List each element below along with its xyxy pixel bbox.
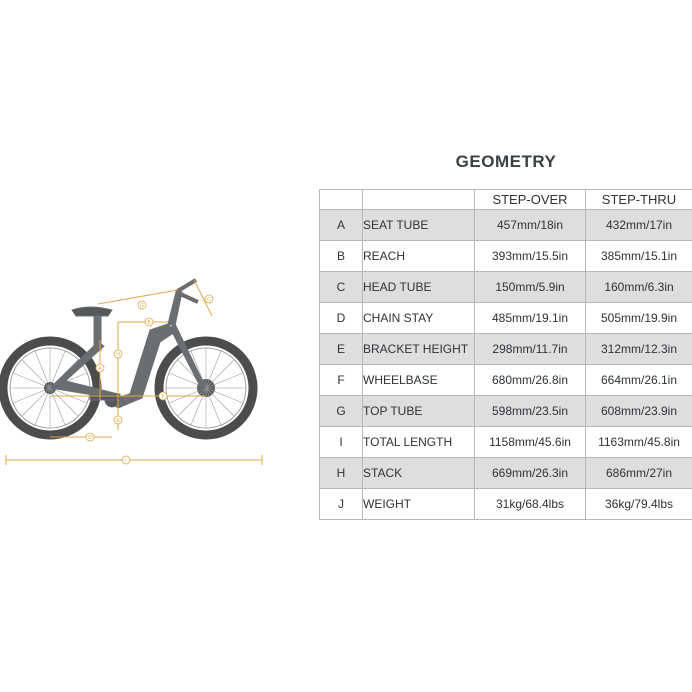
row-step-thru: 312mm/12.3in <box>586 334 692 365</box>
bike-geometry-diagram <box>0 262 270 472</box>
row-letter: B <box>320 241 363 272</box>
row-name: WEIGHT <box>363 489 475 520</box>
row-step-over: 457mm/18in <box>475 210 586 241</box>
row-name: SEAT TUBE <box>363 210 475 241</box>
marker-a: A <box>98 366 102 372</box>
row-name: TOTAL LENGTH <box>363 427 475 458</box>
geometry-table <box>319 189 692 520</box>
row-letter: E <box>320 334 363 365</box>
table-row <box>320 272 692 303</box>
row-step-over: 1158mm/45.6in <box>475 427 586 458</box>
table-row <box>320 241 692 272</box>
row-step-thru: 385mm/15.1in <box>586 241 692 272</box>
table-row <box>320 396 692 427</box>
table-row <box>320 303 692 334</box>
row-name: STACK <box>363 458 475 489</box>
row-step-thru: 432mm/17in <box>586 210 692 241</box>
row-step-thru: 160mm/6.3in <box>586 272 692 303</box>
header-step-over: STEP-OVER <box>475 190 586 210</box>
table-header-row <box>320 190 692 210</box>
row-step-over: 485mm/19.1in <box>475 303 586 334</box>
row-step-thru: 686mm/27in <box>586 458 692 489</box>
row-name: CHAIN STAY <box>363 303 475 334</box>
table-row <box>320 334 692 365</box>
row-letter: D <box>320 303 363 334</box>
row-step-over: 598mm/23.5in <box>475 396 586 427</box>
row-step-over: 680mm/26.8in <box>475 365 586 396</box>
row-step-over: 31kg/68.4lbs <box>475 489 586 520</box>
marker-e: E <box>116 418 120 424</box>
row-letter: A <box>320 210 363 241</box>
row-step-thru: 608mm/23.9in <box>586 396 692 427</box>
row-step-thru: 1163mm/45.8in <box>586 427 692 458</box>
header-step-thru: STEP-THRU <box>586 190 692 210</box>
marker-f: F <box>161 394 165 400</box>
table-row <box>320 458 692 489</box>
marker-h: H <box>116 352 120 358</box>
table-row <box>320 210 692 241</box>
row-name: WHEELBASE <box>363 365 475 396</box>
marker-i: I <box>125 458 127 464</box>
row-step-over: 298mm/11.7in <box>475 334 586 365</box>
row-name: TOP TUBE <box>363 396 475 427</box>
header-name <box>363 190 475 210</box>
row-letter: I <box>320 427 363 458</box>
row-name: BRACKET HEIGHT <box>363 334 475 365</box>
row-name: HEAD TUBE <box>363 272 475 303</box>
row-name: REACH <box>363 241 475 272</box>
row-step-over: 393mm/15.5in <box>475 241 586 272</box>
table-row <box>320 489 692 520</box>
table-row <box>320 427 692 458</box>
dimension-markers <box>86 295 213 464</box>
row-step-over: 150mm/5.9in <box>475 272 586 303</box>
row-step-thru: 36kg/79.4lbs <box>586 489 692 520</box>
header-letter <box>320 190 363 210</box>
row-step-thru: 505mm/19.9in <box>586 303 692 334</box>
row-step-over: 669mm/26.3in <box>475 458 586 489</box>
row-letter: J <box>320 489 363 520</box>
marker-c: C <box>207 297 211 303</box>
row-letter: F <box>320 365 363 396</box>
row-step-thru: 664mm/26.1in <box>586 365 692 396</box>
marker-d: D <box>88 435 92 441</box>
page-title: GEOMETRY <box>455 152 557 171</box>
row-letter: C <box>320 272 363 303</box>
row-letter: H <box>320 458 363 489</box>
table-row <box>320 365 692 396</box>
marker-g: G <box>140 303 144 309</box>
row-letter: G <box>320 396 363 427</box>
marker-b: B <box>147 320 151 326</box>
